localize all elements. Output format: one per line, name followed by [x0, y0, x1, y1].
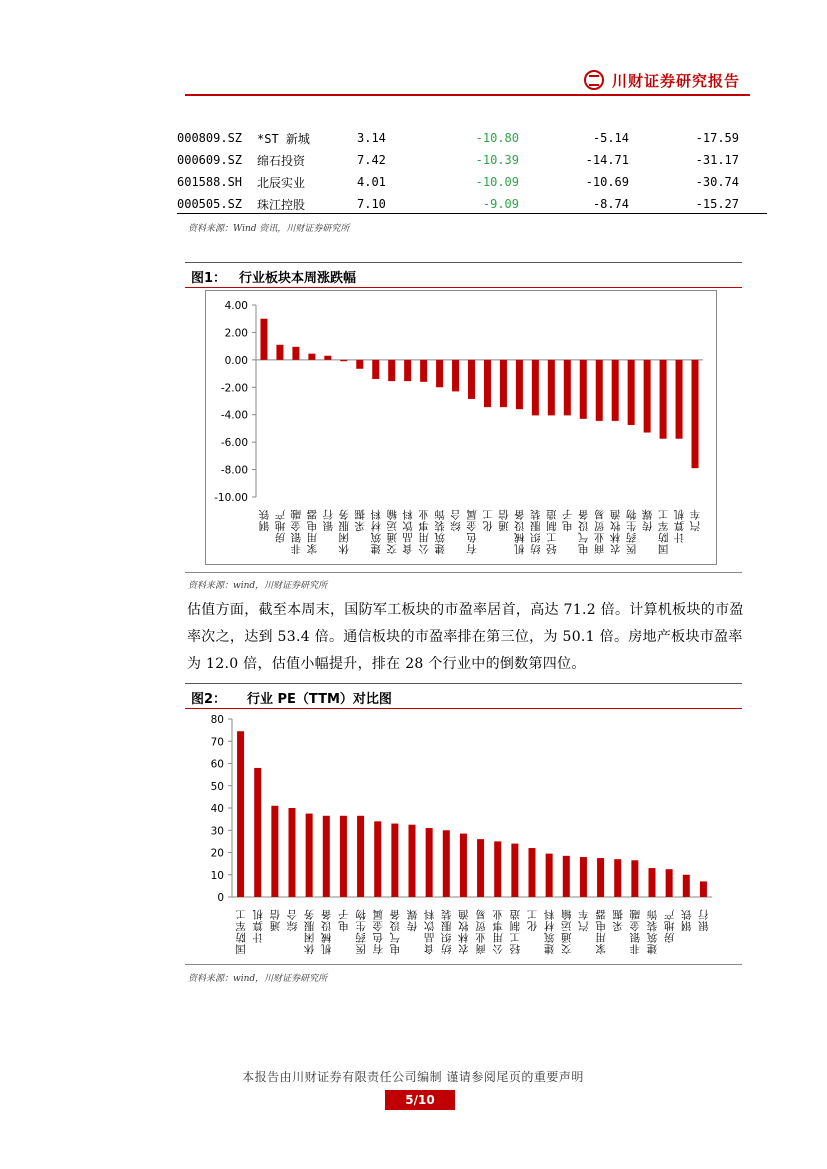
chart2-bar: [529, 848, 536, 897]
chart2-y-tick-label: 70: [210, 736, 224, 749]
chart2-x-tick-label: 非银金融: [629, 908, 641, 955]
chart2-x-tick-label: 建筑材料: [543, 908, 555, 955]
cell-price: 7.10: [357, 197, 386, 211]
cell-m1: -8.74: [592, 197, 629, 211]
chart1-bar: [340, 360, 347, 361]
chart2-x-tick-label: 国防军工: [235, 908, 246, 955]
chart2-x-tick-label: 纺织服装: [441, 908, 452, 955]
chart2-bar: [460, 834, 467, 897]
chart1-bar: [452, 360, 459, 392]
figure2-bottom-rule: [185, 964, 742, 965]
chart1-bar: [580, 360, 587, 419]
chart1-bar: [276, 345, 283, 360]
cell-change: -10.80: [475, 131, 519, 145]
chart1-x-tick-label: 电子: [562, 508, 573, 532]
figure1-frame: [205, 290, 717, 565]
chart1-bar: [484, 360, 491, 407]
cell-price: 7.42: [357, 153, 386, 167]
chart1-x-tick-label: 食品饮料: [402, 508, 413, 555]
chart2-y-tick-label: 10: [210, 869, 224, 882]
chart1-bar: [308, 354, 315, 360]
chart1-x-tick-label: 医药生物: [625, 508, 637, 555]
chart2-bar: [323, 816, 330, 897]
chart2-bar: [340, 816, 347, 897]
chart1-bar: [324, 356, 331, 360]
cell-m1: -5.14: [592, 131, 629, 145]
chart2-y-tick-label: 30: [210, 825, 224, 838]
chart1-bar: [564, 360, 571, 416]
chart1-x-tick-label: 家用电器: [306, 508, 318, 555]
cell-m1: -10.69: [585, 175, 629, 189]
table-row: [177, 171, 739, 193]
chart1-bar: [468, 360, 475, 399]
cell-change: -10.09: [475, 175, 519, 189]
chart2-bar: [614, 859, 621, 897]
chart2-bar: [409, 825, 416, 897]
table-row: [177, 127, 739, 149]
chart1-x-tick-label: 通信: [498, 508, 509, 532]
chart1-x-tick-label: 有色金属: [466, 508, 477, 555]
brand-title: 川财证券研究报告: [612, 71, 741, 90]
cell-m2: -31.17: [695, 153, 739, 167]
chart2-bar: [494, 841, 501, 897]
chart1-x-tick-label: 计算机: [673, 508, 685, 543]
chart1-bar: [532, 360, 539, 416]
table-source: 资料来源：Wind 资讯，川财证券研究所: [188, 224, 350, 234]
table-row: [177, 193, 739, 215]
chart1-bar: [612, 360, 619, 421]
figure1-label: 图1：: [191, 271, 227, 286]
chart1-x-tick-label: 建筑材料: [370, 508, 381, 555]
chart2-y-tick-label: 20: [210, 847, 224, 860]
chart2-y-tick-label: 50: [210, 780, 224, 793]
chart1-bar: [596, 360, 603, 421]
chart2-bar: [237, 731, 244, 897]
figure2-label: 图2：: [191, 692, 227, 707]
chart2-x-tick-label: 交通运输: [561, 908, 572, 955]
chart2-x-tick-label: 公用事业: [492, 908, 503, 955]
cell-m1: -14.71: [585, 153, 629, 167]
chart1-bar: [420, 360, 427, 382]
chart2-x-tick-label: 传媒: [406, 908, 418, 932]
chart1-y-tick-label: -6.00: [220, 437, 248, 450]
table-bottom-rule: [177, 213, 767, 214]
cell-change: -9.09: [482, 197, 519, 211]
chart2-x-tick-label: 家用电器: [595, 908, 606, 955]
chart2-x-tick-label: 通信: [269, 908, 281, 932]
chart1-x-tick-label: 农林牧渔: [609, 508, 621, 555]
figure1-bottom-rule: [185, 572, 742, 573]
chart1-x-tick-label: 钢铁: [258, 508, 270, 532]
chart1-bar: [388, 360, 395, 381]
chart1-x-tick-label: 商业贸易: [593, 508, 605, 555]
figure2-title: 行业 PE（TTM）对比图: [247, 692, 392, 707]
chart1-y-tick-label: -2.00: [220, 382, 248, 395]
chart2-x-tick-label: 电气设备: [389, 908, 401, 955]
chart2-x-tick-label: 化工: [526, 908, 538, 932]
figure1-title-bar: [185, 262, 742, 288]
paragraph-text: 估值方面，截至本周末，国防军工板块的市盈率居首，高达 71.2 倍。计算机板块的市盈率次之，达到 53.4 倍。通信板块的市盈率排在第三位，为 50.1 倍。房地产板块市盈率为 12.0 倍，估值小幅提升，排在 28 个行业中的倒数第四位。: [187, 602, 744, 672]
chart2-bar: [563, 856, 570, 897]
chart1-bar: [644, 360, 651, 433]
chart2-x-tick-label: 钢铁: [681, 908, 692, 932]
chart2-bar: [306, 814, 313, 897]
chart2-bar: [391, 824, 398, 897]
body-paragraph: [187, 597, 747, 678]
cell-name: 北辰实业: [257, 175, 306, 190]
chart1-bar: [628, 360, 635, 425]
chart1-x-tick-label: 非银金融: [290, 508, 302, 555]
chart1-x-tick-label: 纺织服装: [530, 508, 541, 555]
chart1-x-tick-label: 采掘: [354, 508, 366, 532]
cell-price: 3.14: [357, 131, 386, 145]
cell-code: 000505.SZ: [177, 197, 243, 211]
chart2-bar: [580, 857, 587, 897]
chart2-bar: [254, 768, 261, 897]
chart1-x-tick-label: 化工: [482, 508, 493, 532]
figure1-source: 资料来源：wind，川财证券研究所: [188, 581, 328, 591]
chart1-bar: [548, 360, 555, 416]
chart1-x-tick-label: 传媒: [641, 508, 653, 532]
chart1-x-tick-label: 电气设备: [578, 508, 589, 555]
chart1-x-tick-label: 机械设备: [514, 508, 525, 555]
chart1-bar: [500, 360, 507, 407]
chart2-x-tick-label: 机械设备: [321, 908, 332, 955]
chart1-x-tick-label: 银行: [322, 508, 334, 532]
chart2-bar: [700, 881, 707, 897]
chart2-x-tick-label: 建筑装饰: [646, 908, 658, 955]
chart1-y-tick-label: 0.00: [224, 354, 248, 367]
chart2-bar: [357, 816, 364, 897]
chart2-bar: [683, 875, 690, 897]
chart2-x-tick-label: 房地产: [663, 908, 675, 943]
chart1-y-tick-label: -10.00: [214, 492, 248, 504]
cell-name: 绵石投资: [257, 153, 306, 168]
chart1-y-tick-label: 2.00: [224, 327, 248, 340]
chart2-bar: [649, 868, 656, 897]
chart1-x-tick-label: 交通运输: [386, 508, 397, 555]
chart1-bar: [260, 319, 267, 360]
cell-code: 601588.SH: [177, 175, 243, 189]
chart1-x-tick-label: 房地产: [274, 508, 286, 543]
cell-m2: -30.74: [695, 175, 739, 189]
chart1-x-tick-label: 休闲服务: [338, 508, 350, 555]
brand-logo-icon: [584, 70, 604, 90]
chart1-x-tick-label: 公用事业: [418, 508, 429, 555]
cell-change: -10.39: [475, 153, 519, 167]
cell-name: *ST 新城: [257, 131, 310, 146]
chart2-y-tick-label: 80: [210, 714, 224, 726]
chart1-bar: [372, 360, 379, 379]
cell-code: 000609.SZ: [177, 153, 243, 167]
figure1-title: 行业板块本周涨跌幅: [239, 271, 357, 286]
chart2-bar: [631, 860, 638, 897]
chart2-x-tick-label: 医药生物: [355, 908, 366, 955]
chart2-x-tick-label: 电子: [338, 908, 349, 932]
figure2-source: 资料来源：wind，川财证券研究所: [188, 974, 328, 984]
chart1-x-tick-label: 综合: [450, 508, 461, 532]
chart1-bar: [692, 360, 699, 468]
chart2-x-tick-label: 轻工制造: [509, 908, 521, 955]
chart1-bar: [292, 347, 299, 360]
chart2-bar: [666, 869, 673, 897]
chart2-x-tick-label: 综合: [286, 908, 298, 932]
chart2-bar: [546, 854, 553, 897]
chart1-bar: [404, 360, 411, 381]
table-row: [177, 149, 739, 171]
chart2-x-tick-label: 银行: [698, 908, 709, 932]
chart2-bar: [597, 858, 604, 897]
chart2-bar: [271, 806, 278, 897]
cell-code: 000809.SZ: [177, 131, 243, 145]
chart2-x-tick-label: 汽车: [578, 908, 589, 932]
chart2-bar: [477, 839, 484, 897]
chart2-x-tick-label: 农林牧渔: [458, 908, 469, 955]
cell-name: 珠江控股: [257, 197, 306, 212]
chart1-x-tick-label: 轻工制造: [546, 508, 557, 555]
chart2-bar: [426, 828, 433, 897]
chart2-bar: [289, 808, 296, 897]
chart1-bar: [676, 360, 683, 439]
stock-table: [177, 127, 739, 215]
chart1-bar: [660, 360, 667, 439]
page-number: 5/10: [385, 1090, 455, 1110]
chart2-bar: [511, 844, 518, 897]
cell-m2: -15.27: [695, 197, 739, 211]
chart1-bar: [516, 360, 523, 409]
chart2-bar: [374, 821, 381, 897]
chart2-x-tick-label: 食品饮料: [423, 908, 435, 955]
footer-disclaimer: 本报告由川财证券有限责任公司编制 谨请参阅尾页的重要声明: [242, 1070, 584, 1084]
chart2-svg: [185, 708, 742, 963]
figure2-title-bar: [185, 683, 742, 709]
header-rule: [185, 94, 750, 96]
chart2-x-tick-label: 商业贸易: [475, 908, 486, 955]
chart1-x-tick-label: 汽车: [689, 508, 701, 532]
brand-header: [584, 68, 740, 92]
chart2-bar: [443, 830, 450, 897]
chart2-x-tick-label: 有色金属: [372, 908, 383, 955]
chart1-svg: [206, 291, 716, 564]
chart2-x-tick-label: 计算机: [252, 908, 263, 943]
chart1-y-tick-label: 4.00: [224, 300, 248, 312]
cell-price: 4.01: [357, 175, 386, 189]
chart1-bar: [356, 360, 363, 369]
chart2-x-tick-label: 休闲服务: [303, 908, 315, 955]
chart2-y-tick-label: 40: [210, 803, 224, 815]
chart2-y-tick-label: 60: [210, 758, 224, 771]
chart2-x-tick-label: 采掘: [612, 908, 623, 932]
cell-m2: -17.59: [695, 131, 739, 145]
chart1-y-tick-label: -4.00: [220, 409, 248, 422]
chart2-y-tick-label: 0: [217, 892, 224, 904]
chart1-x-tick-label: 建筑装饰: [434, 508, 445, 555]
chart1-bar: [436, 360, 443, 387]
chart1-y-tick-label: -8.00: [220, 464, 248, 477]
chart1-x-tick-label: 国防军工: [657, 508, 669, 555]
